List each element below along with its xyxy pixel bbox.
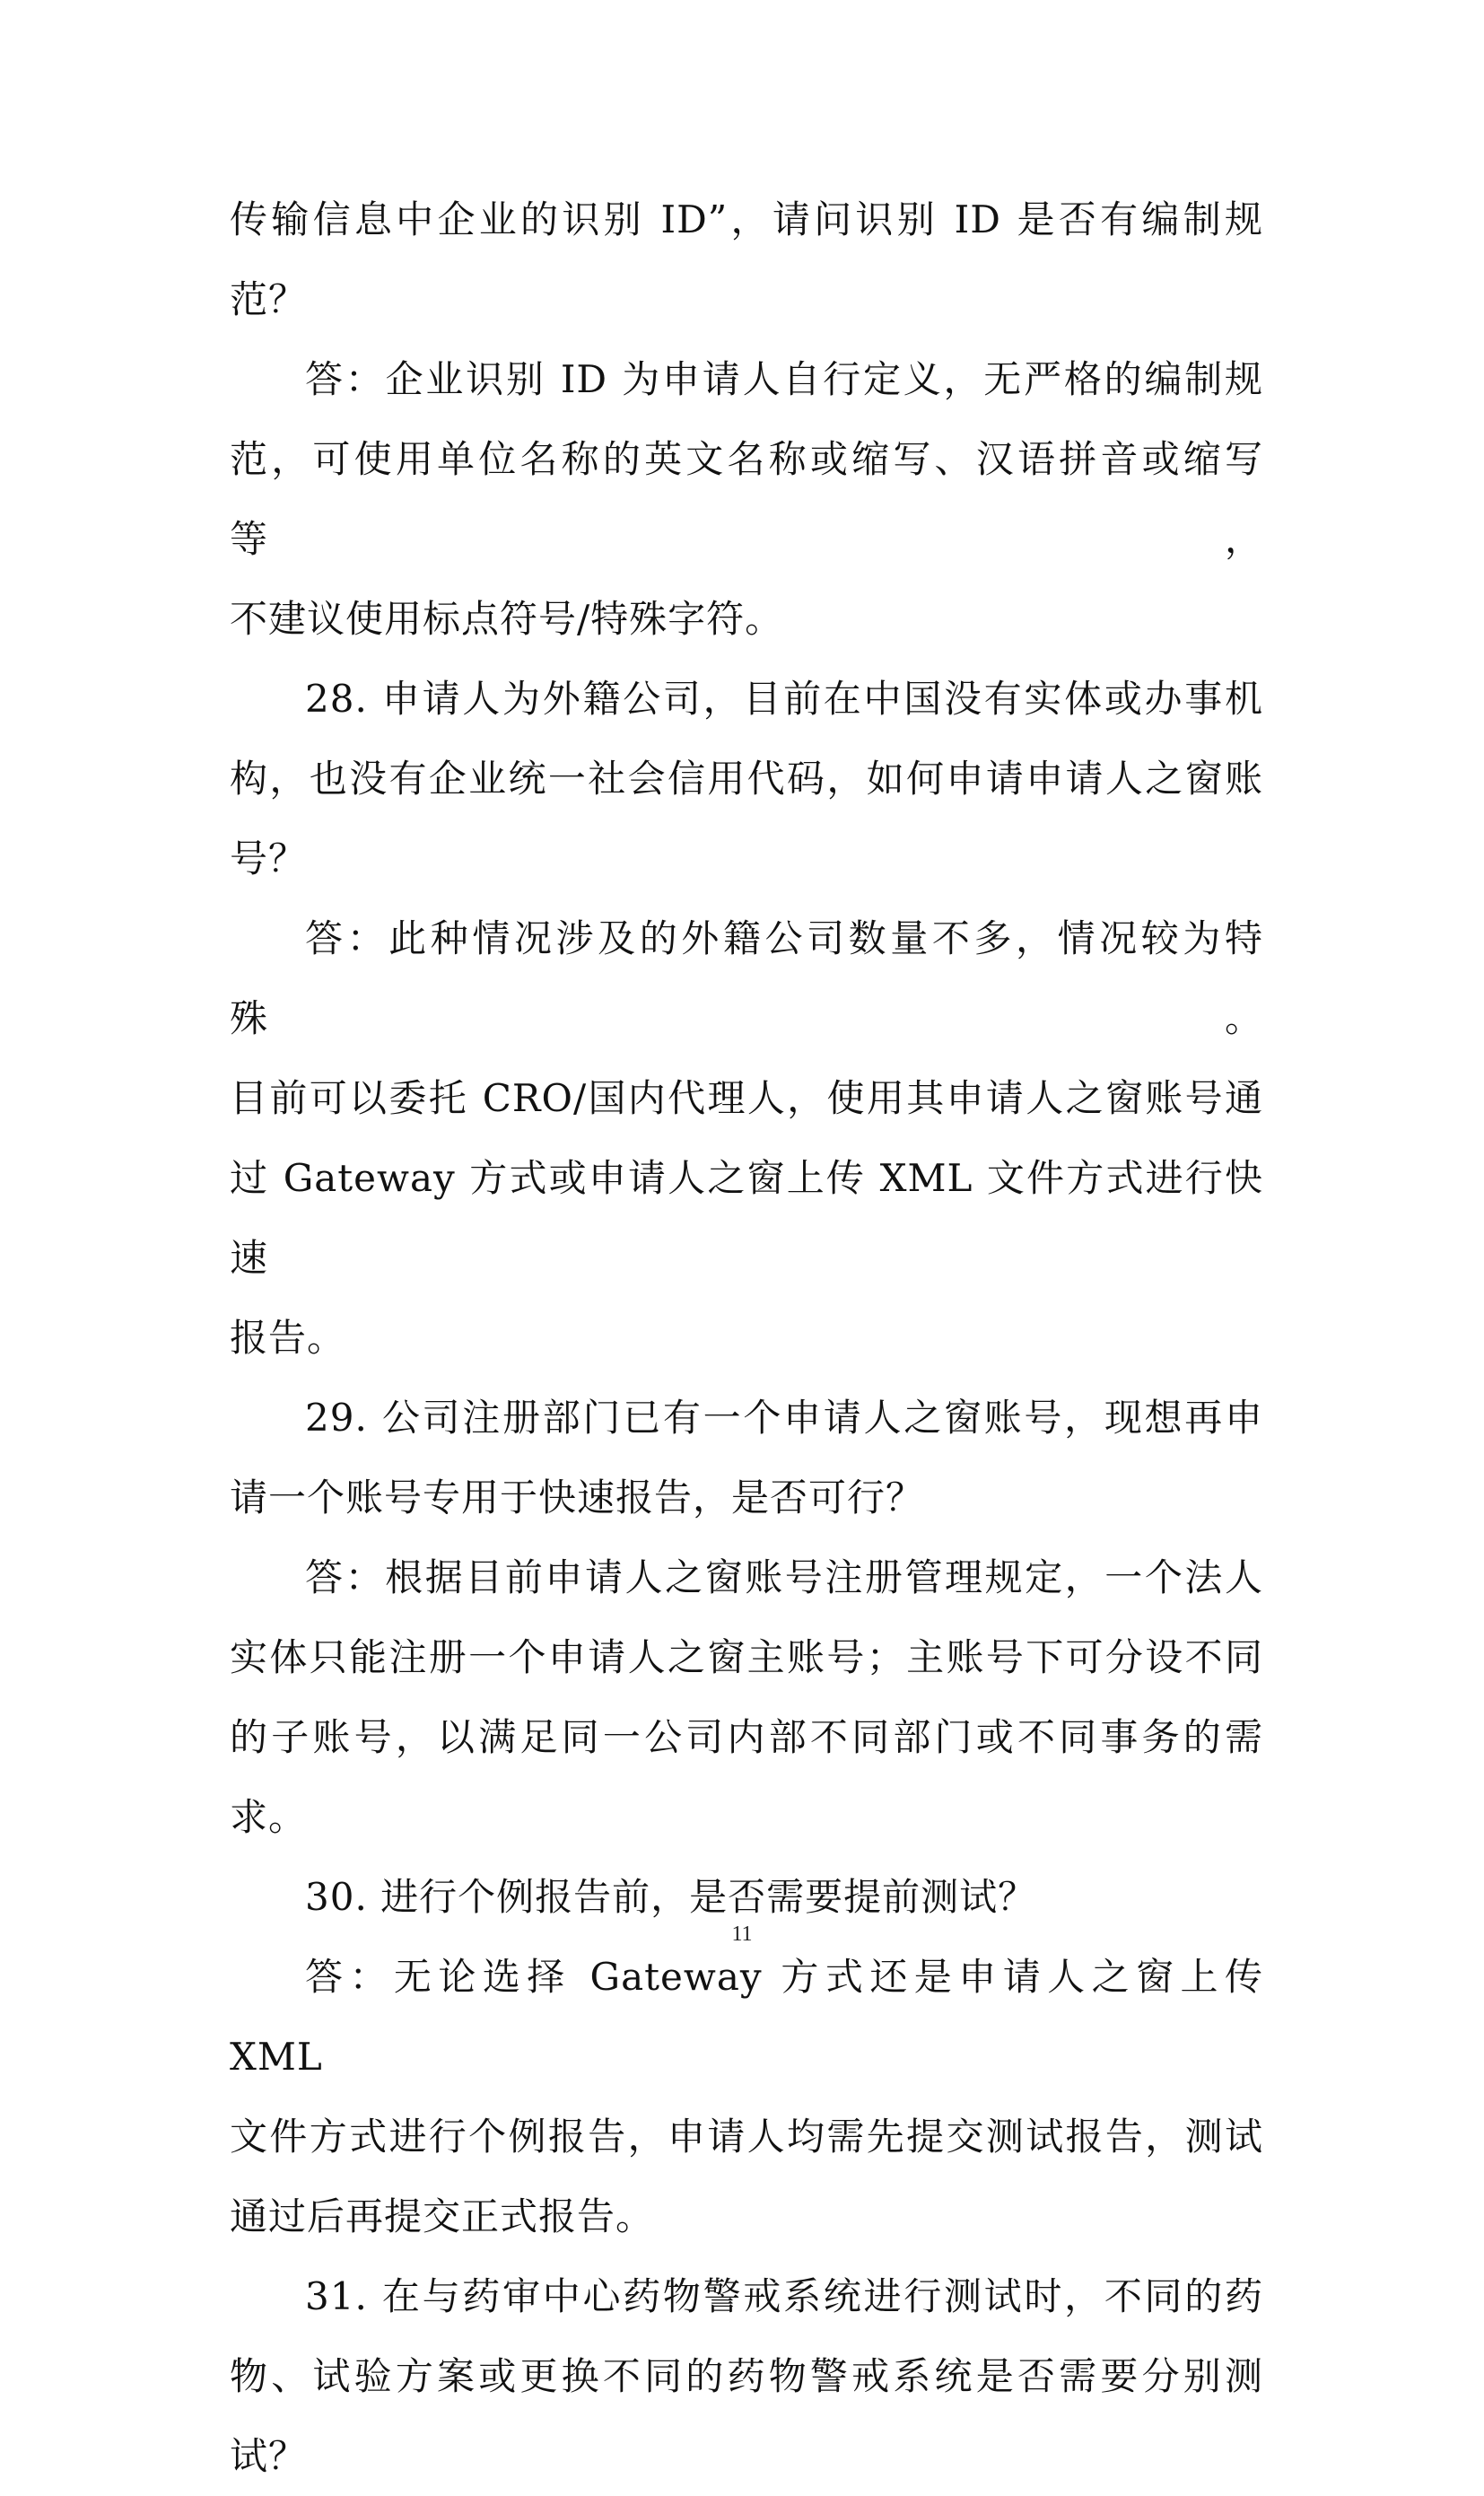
paragraph-answer-28 [230,898,1263,1378]
text-line: 不建议使用标点符号/特殊字符。 [230,597,784,641]
text-line: 传输信息中企业的识别 ID”，请问识别 ID 是否有编制规范？ [230,197,1263,321]
text-line: 的子账号，以满足同一公司内部不同部门或不同事务的需求。 [230,1715,1263,1839]
paragraph-question-28 [230,659,1263,898]
text-line: 报告。 [230,1316,346,1360]
paragraph-answer-30 [230,1937,1263,2256]
text-line: 物、试验方案或更换不同的药物警戒系统是否需要分别测试？ [230,2354,1263,2478]
text-line: 答：企业识别 ID 为申请人自行定义，无严格的编制规 [305,357,1263,401]
paragraph-continued-question [230,180,1263,339]
text-line: 构，也没有企业统一社会信用代码，如何申请申请人之窗账 [230,757,1263,801]
text-line: 过 Gateway 方式或申请人之窗上传 XML 文件方式进行快速 [230,1156,1263,1280]
body-text [230,180,1263,2496]
paragraph-question-29 [230,1378,1263,1537]
page-number: 11 [731,1922,753,1946]
text-line: 请一个账号专用于快速报告，是否可行？ [230,1476,925,1519]
text-line: 答：根据目前申请人之窗账号注册管理规定，一个法人 [305,1555,1263,1599]
text-line: 目前可以委托 CRO/国内代理人，使用其申请人之窗账号通 [230,1076,1263,1120]
text-line: 答：无论选择 Gateway 方式还是申请人之窗上传 XML [230,1955,1263,2079]
text-line: 29. 公司注册部门已有一个申请人之窗账号，现想再申 [305,1396,1263,1440]
text-line: 实体只能注册一个申请人之窗主账号；主账号下可分设不同 [230,1635,1263,1679]
text-line: 30. 进行个例报告前，是否需要提前测试？ [305,1875,1037,1919]
paragraph-question-31 [230,2256,1263,2496]
paragraph-answer-27 [230,339,1263,659]
text-line: 范，可使用单位名称的英文名称或缩写、汉语拼音或缩写等， [230,437,1263,561]
text-line: 号？ [230,836,308,880]
paragraph-answer-29 [230,1537,1263,1857]
text-line: 28. 申请人为外籍公司，目前在中国没有实体或办事机 [305,677,1263,721]
text-line: 通过后再提交正式报告。 [230,2194,655,2238]
text-line: 31. 在与药审中心药物警戒系统进行测试时，不同的药 [305,2274,1263,2318]
text-line: 文件方式进行个例报告，申请人均需先提交测试报告，测试 [230,2115,1263,2159]
text-line: 答：此种情况涉及的外籍公司数量不多，情况较为特殊。 [230,916,1263,1040]
